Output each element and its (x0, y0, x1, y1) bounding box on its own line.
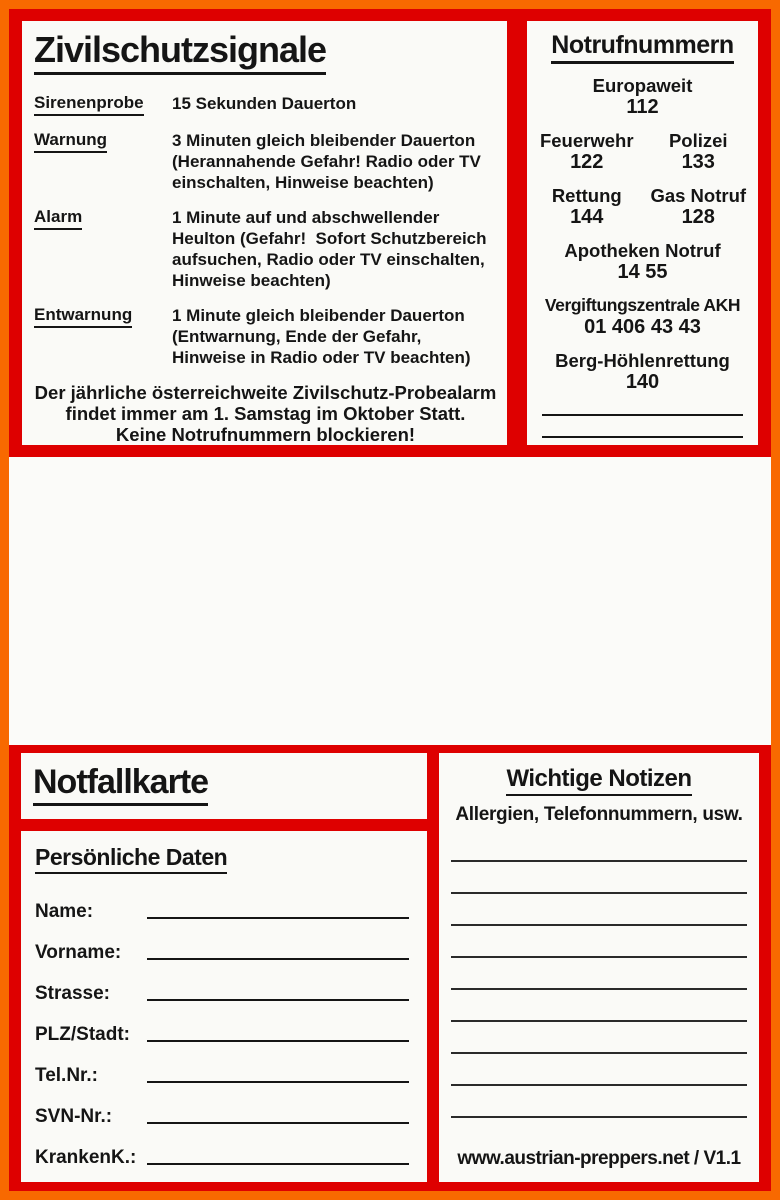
form-row-plz-stadt (35, 1005, 409, 1046)
number-value: 112 (626, 96, 659, 118)
form-row-krankenkasse (35, 1128, 409, 1169)
signals-title-text: Zivilschutzsignale (34, 29, 326, 75)
signal-description: 1 Minute gleich bleibender Dauerton (Entwarnung, Ende der Gefahr, Hinweise in Radio oder TV beachten) (172, 306, 471, 367)
field-label: Tel.Nr.: (35, 1065, 98, 1086)
number-entry-rettung (531, 185, 643, 229)
number-value: 01 406 43 43 (584, 316, 701, 338)
field-label: Vorname: (35, 942, 122, 963)
number-entry-europaweit (531, 75, 754, 119)
signal-row-warnung (34, 130, 497, 193)
field-write-line (147, 1040, 409, 1042)
number-label: Berg-Höhlenrettung (555, 350, 730, 371)
number-label: Apotheken Notruf (564, 240, 721, 261)
personal-data-form (35, 882, 409, 1169)
signal-rows (34, 93, 497, 382)
field-write-line (147, 1163, 409, 1165)
field-write-line (147, 999, 409, 1001)
notes-title (449, 765, 749, 796)
emergency-numbers-panel (527, 21, 758, 445)
blank-write-line (451, 926, 747, 958)
form-row-tel-nr (35, 1046, 409, 1087)
number-row-fire-police (531, 130, 754, 174)
signal-label: Sirenenprobe (34, 93, 144, 116)
notfallkarte-title-panel (21, 753, 427, 819)
form-row-name (35, 882, 409, 923)
notes-subtitle: Allergien, Telefonnummern, usw. (455, 804, 743, 825)
probealarm-note-line: Keine Notrufnummern blockieren! (115, 424, 416, 445)
emergency-card-left-column (21, 753, 427, 1182)
number-label: Vergiftungszentrale AKH (544, 295, 741, 315)
blank-write-line (451, 958, 747, 990)
signal-label: Alarm (34, 207, 82, 230)
field-label: Name: (35, 901, 94, 922)
number-label: Europaweit (592, 75, 693, 96)
probealarm-note-line: Der jährliche österreichweite Zivilschutz-Probealarm (34, 382, 497, 403)
number-value: 144 (570, 206, 604, 228)
emergency-card (9, 745, 771, 1191)
blank-write-line (451, 1022, 747, 1054)
number-row-rescue-gas (531, 185, 754, 229)
personal-data-panel (21, 831, 427, 1182)
form-row-strasse (35, 964, 409, 1005)
field-label: Strasse: (35, 983, 110, 1004)
notfallkarte-title-text: Notfallkarte (33, 763, 208, 806)
probealarm-note-line: findet immer am 1. Samstag im Oktober Statt. (65, 403, 466, 424)
numbers-title-text: Notrufnummern (551, 31, 733, 64)
number-value: 140 (625, 371, 660, 393)
signal-description: 15 Sekunden Dauerton (172, 94, 357, 113)
form-row-svn-nr (35, 1087, 409, 1128)
number-entry-apotheken (531, 240, 754, 284)
personal-data-title-text: Persönliche Daten (35, 844, 227, 874)
form-row-vorname (35, 923, 409, 964)
notes-write-lines (449, 830, 749, 1118)
blank-sheet-area (9, 457, 771, 745)
number-value: 128 (681, 206, 715, 228)
field-write-line (147, 1081, 409, 1083)
blank-write-line (451, 862, 747, 894)
blank-write-line (451, 894, 747, 926)
number-label: Polizei (668, 130, 728, 151)
field-write-line (147, 958, 409, 960)
signals-title (34, 29, 497, 75)
signal-description: 3 Minuten gleich bleibender Dauerton (Herannahende Gefahr! Radio oder TV einschalten, Hinweise beachten) (172, 131, 481, 192)
field-write-line (147, 917, 409, 919)
website-version-footer: www.austrian-preppers.net / V1.1 (457, 1148, 741, 1169)
blank-write-line (451, 1054, 747, 1086)
number-label: Rettung (551, 185, 622, 206)
notes-title-text: Wichtige Notizen (506, 765, 691, 796)
numbers-title (531, 31, 754, 64)
field-label: KrankenK.: (35, 1147, 137, 1168)
personal-data-title (35, 844, 409, 874)
signal-label: Warnung (34, 130, 107, 153)
number-entry-polizei (643, 130, 755, 174)
field-label: PLZ/Stadt: (35, 1024, 130, 1045)
number-entry-berg-hoehlenrettung (531, 350, 754, 394)
number-value: 14 55 (617, 261, 668, 283)
number-entry-feuerwehr (531, 130, 643, 174)
signal-label: Entwarnung (34, 305, 132, 328)
number-value: 133 (681, 151, 715, 173)
number-entry-gas-notruf (643, 185, 755, 229)
signal-description: 1 Minute auf und abschwellender Heulton (Gefahr! Sofort Schutzbereich aufsuchen, Radio oder TV einschalten, Hinweise beachten) (172, 208, 487, 290)
blank-write-line (451, 830, 747, 862)
number-label: Feuerwehr (539, 130, 634, 151)
blank-write-line (542, 416, 743, 438)
number-label: Gas Notruf (650, 185, 747, 206)
probealarm-note (34, 382, 497, 445)
field-write-line (147, 1122, 409, 1124)
blank-write-line (451, 1086, 747, 1118)
blank-write-line (542, 394, 743, 416)
signal-row-entwarnung (34, 305, 497, 368)
extra-number-lines (531, 394, 754, 444)
signals-panel (22, 21, 507, 445)
number-value: 122 (570, 151, 604, 173)
blank-write-line (451, 990, 747, 1022)
important-notes-panel (439, 753, 759, 1182)
field-label: SVN-Nr.: (35, 1106, 113, 1127)
signal-row-sirenenprobe (34, 93, 497, 116)
number-entry-vergiftungszentrale (531, 295, 754, 339)
signal-row-alarm (34, 207, 497, 291)
civil-protection-card (9, 9, 771, 457)
